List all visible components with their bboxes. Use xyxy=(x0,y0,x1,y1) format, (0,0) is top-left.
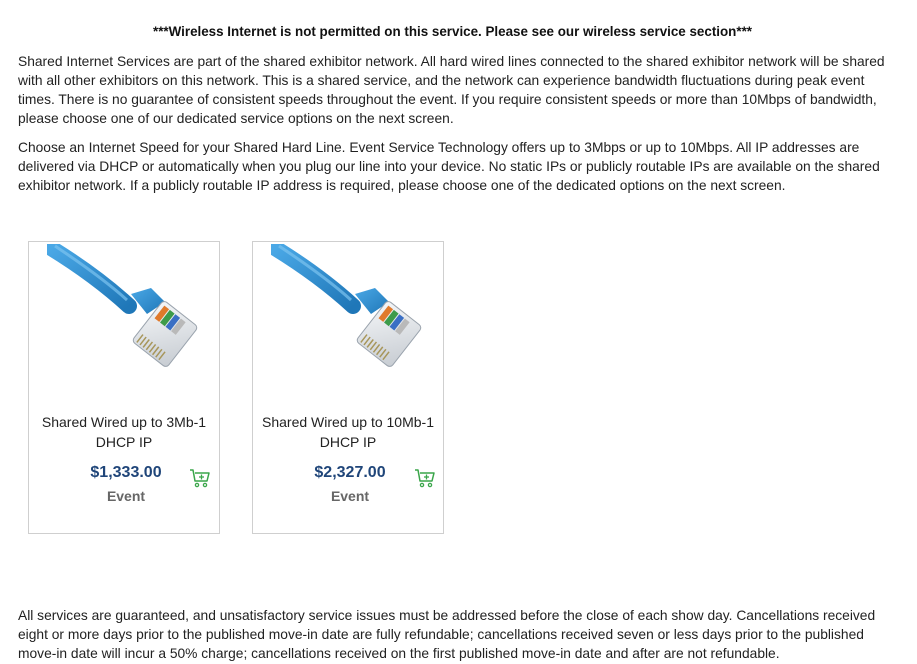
product-price-unit: Event xyxy=(330,488,370,504)
product-card-10mb[interactable] xyxy=(252,241,444,534)
product-title-line2: DHCP IP xyxy=(319,434,377,450)
shared-services-description: Shared Internet Services are part of the shared exhibitor network. All hard wired lines connected to the shared exhibitor network will be shared with all other exhibitors on this network. This is a shared service, and the network can experience bandwidth fluctuations during peak event times. There is no guarantee of consistent speeds throughout the event. If you require consistent speeds or more than 10Mbps of bandwidth, please choose one of our dedicated service options on the next screen. xyxy=(18,54,885,126)
product-title[interactable] xyxy=(29,412,219,452)
product-title-line2: DHCP IP xyxy=(95,434,153,450)
product-title[interactable] xyxy=(253,412,443,452)
ethernet-cable-image xyxy=(271,244,427,376)
wireless-notice: ***Wireless Internet is not permitted on this service. Please see our wireless service section*** xyxy=(152,24,752,39)
add-to-cart-icon[interactable] xyxy=(189,468,211,488)
product-card-3mb[interactable] xyxy=(28,241,220,534)
product-price: $2,327.00 xyxy=(314,464,386,481)
product-price-unit: Event xyxy=(106,488,146,504)
product-price: $1,333.00 xyxy=(90,464,162,481)
ethernet-cable-image xyxy=(47,244,203,376)
product-title-line1: Shared Wired up to 10Mb-1 xyxy=(262,414,434,430)
cancellation-policy: All services are guaranteed, and unsatisfactory service issues must be addressed before the close of each show day. Cancellations received eight or more days prior to the published move-in date are fully refundable; cancellations received seven or less days prior to the published move-in date will incur a 50% charge; cancellations received on the first published move-in date and after are not refundable. xyxy=(18,608,876,661)
internet-speed-description: Choose an Internet Speed for your Shared Hard Line. Event Service Technology offers up to 3Mbps or up to 10Mbps. All IP addresses are delivered via DHCP or automatically when you plug our line into your device. No static IPs or publicly routable IPs are available on the shared exhibitor network. If a publicly routable IP address is required, please choose one of the dedicated options on the next screen. xyxy=(18,140,880,193)
add-to-cart-icon[interactable] xyxy=(414,468,436,488)
product-title-line1: Shared Wired up to 3Mb-1 xyxy=(41,414,207,430)
